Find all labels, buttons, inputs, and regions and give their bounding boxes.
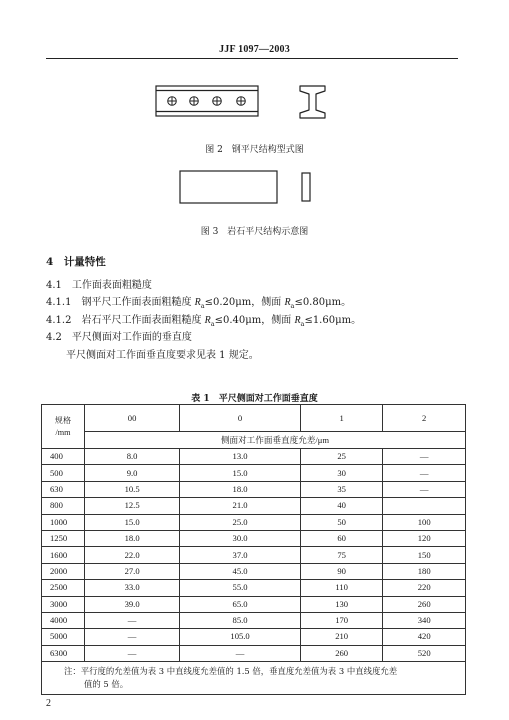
page-number: 2 bbox=[46, 698, 51, 709]
grade-00-cell: 22.0 bbox=[85, 547, 180, 563]
mounting-hole-icons bbox=[168, 97, 246, 106]
table-row bbox=[42, 465, 466, 481]
size-cell: 4000 bbox=[42, 612, 85, 628]
grade-00-cell: 9.0 bbox=[85, 465, 180, 481]
table-1-title: 表 1 平尺侧面对工作面垂直度 bbox=[191, 394, 318, 404]
document-code: JJF 1097—2003 bbox=[219, 44, 290, 55]
grade-2-cell: 120 bbox=[383, 530, 466, 546]
grade-2-cell: 420 bbox=[383, 629, 466, 645]
grade-1-cell: 35 bbox=[300, 481, 382, 497]
table-row bbox=[42, 498, 466, 514]
grade-0-cell: 13.0 bbox=[180, 449, 301, 465]
granite-straightedge-section-view bbox=[302, 173, 310, 201]
figure-2-caption: 图 2 钢平尺结构型式图 bbox=[205, 145, 304, 155]
grade-0-cell: 15.0 bbox=[180, 465, 301, 481]
grade-1-cell: 90 bbox=[300, 563, 382, 579]
size-cell: 400 bbox=[42, 449, 85, 465]
table-row bbox=[42, 629, 466, 645]
grade-00-cell: 39.0 bbox=[85, 596, 180, 612]
grade-0-cell: 55.0 bbox=[180, 580, 301, 596]
size-cell: 630 bbox=[42, 481, 85, 497]
size-cell: 6300 bbox=[42, 645, 85, 661]
grade-1-cell: 30 bbox=[300, 465, 382, 481]
clause-4-1: 4.1 工作面表面粗糙度 bbox=[46, 280, 152, 291]
size-cell: 5000 bbox=[42, 629, 85, 645]
table-row bbox=[42, 449, 466, 465]
size-cell: 1600 bbox=[42, 547, 85, 563]
grade-header-1: 1 bbox=[300, 405, 382, 432]
grade-2-cell: 180 bbox=[383, 563, 466, 579]
grade-1-cell: 110 bbox=[300, 580, 382, 596]
grade-00-cell: 33.0 bbox=[85, 580, 180, 596]
figure-3-drawing bbox=[175, 168, 325, 208]
table-row bbox=[42, 596, 466, 612]
clause-4-2: 4.2 平尺侧面对工作面的垂直度 bbox=[46, 332, 192, 343]
spec-header: 规格 /mm bbox=[42, 405, 85, 449]
grade-header-2: 2 bbox=[383, 405, 466, 432]
grade-0-cell: 85.0 bbox=[180, 612, 301, 628]
size-cell: 2500 bbox=[42, 580, 85, 596]
grade-0-cell: 65.0 bbox=[180, 596, 301, 612]
grade-0-cell: 18.0 bbox=[180, 481, 301, 497]
table-note: 注：平行度的允差值为表 3 中直线度允差值的 1.5 倍，垂直度允差值为表 3 中直线度允差 值的 5 倍。 bbox=[42, 662, 466, 695]
grade-2-cell: 100 bbox=[383, 514, 466, 530]
table-row bbox=[42, 563, 466, 579]
table-row bbox=[42, 547, 466, 563]
tolerance-header: 侧面对工作面垂直度允差/μm bbox=[85, 432, 466, 449]
grade-2-cell: 260 bbox=[383, 596, 466, 612]
header-rule bbox=[46, 58, 458, 59]
grade-2-cell: 340 bbox=[383, 612, 466, 628]
size-cell: 2000 bbox=[42, 563, 85, 579]
granite-straightedge-front-view bbox=[180, 171, 277, 203]
grade-header-00: 00 bbox=[85, 405, 180, 432]
grade-0-cell: 25.0 bbox=[180, 514, 301, 530]
grade-2-cell: — bbox=[383, 481, 466, 497]
clause-4-1-1: 4.1.1 钢平尺工作面表面粗糙度 $R_a\le 0.20\mu m$，侧面 $R_a\le 0.80\mu m$。 bbox=[46, 297, 352, 310]
size-cell: 500 bbox=[42, 465, 85, 481]
perpendicularity-table bbox=[41, 404, 466, 695]
grade-2-cell: 220 bbox=[383, 580, 466, 596]
grade-00-cell: 12.5 bbox=[85, 498, 180, 514]
grade-00-cell: 8.0 bbox=[85, 449, 180, 465]
grade-00-cell: 10.5 bbox=[85, 481, 180, 497]
grade-0-cell: 45.0 bbox=[180, 563, 301, 579]
grade-0-cell: 30.0 bbox=[180, 530, 301, 546]
figure-2-drawing bbox=[150, 82, 350, 126]
figure-3-caption: 图 3 岩石平尺结构示意图 bbox=[200, 227, 309, 237]
table-row bbox=[42, 645, 466, 661]
table-row bbox=[42, 530, 466, 546]
grade-1-cell: 50 bbox=[300, 514, 382, 530]
grade-2-cell: — bbox=[383, 449, 466, 465]
i-beam-cross-section-icon bbox=[300, 86, 325, 118]
size-cell: 3000 bbox=[42, 596, 85, 612]
section-4-title: 4 计量特性 bbox=[46, 256, 106, 268]
table-row bbox=[42, 612, 466, 628]
grade-2-cell: 520 bbox=[383, 645, 466, 661]
grade-1-cell: 210 bbox=[300, 629, 382, 645]
grade-00-cell: — bbox=[85, 645, 180, 661]
grade-2-cell bbox=[383, 498, 466, 514]
grade-0-cell: — bbox=[180, 645, 301, 661]
grade-2-cell: 150 bbox=[383, 547, 466, 563]
grade-1-cell: 130 bbox=[300, 596, 382, 612]
table-row bbox=[42, 481, 466, 497]
grade-1-cell: 60 bbox=[300, 530, 382, 546]
grade-1-cell: 40 bbox=[300, 498, 382, 514]
clause-4-1-2: 4.1.2 岩石平尺工作面表面粗糙度 $R_a\le 0.40\mu m$，侧面 $R_a\le 1.60\mu m$。 bbox=[46, 315, 362, 328]
grade-00-cell: — bbox=[85, 629, 180, 645]
grade-1-cell: 260 bbox=[300, 645, 382, 661]
size-cell: 1250 bbox=[42, 530, 85, 546]
grade-00-cell: 15.0 bbox=[85, 514, 180, 530]
grade-1-cell: 75 bbox=[300, 547, 382, 563]
grade-0-cell: 105.0 bbox=[180, 629, 301, 645]
table-row bbox=[42, 514, 466, 530]
grade-0-cell: 21.0 bbox=[180, 498, 301, 514]
grade-header-0: 0 bbox=[180, 405, 301, 432]
clause-4-2-text: 平尺侧面对工作面垂直度要求见表 1 规定。 bbox=[66, 350, 259, 361]
grade-2-cell: — bbox=[383, 465, 466, 481]
size-cell: 1000 bbox=[42, 514, 85, 530]
grade-00-cell: — bbox=[85, 612, 180, 628]
grade-0-cell: 37.0 bbox=[180, 547, 301, 563]
grade-1-cell: 25 bbox=[300, 449, 382, 465]
grade-00-cell: 27.0 bbox=[85, 563, 180, 579]
grade-00-cell: 18.0 bbox=[85, 530, 180, 546]
size-cell: 800 bbox=[42, 498, 85, 514]
grade-1-cell: 170 bbox=[300, 612, 382, 628]
table-row bbox=[42, 580, 466, 596]
